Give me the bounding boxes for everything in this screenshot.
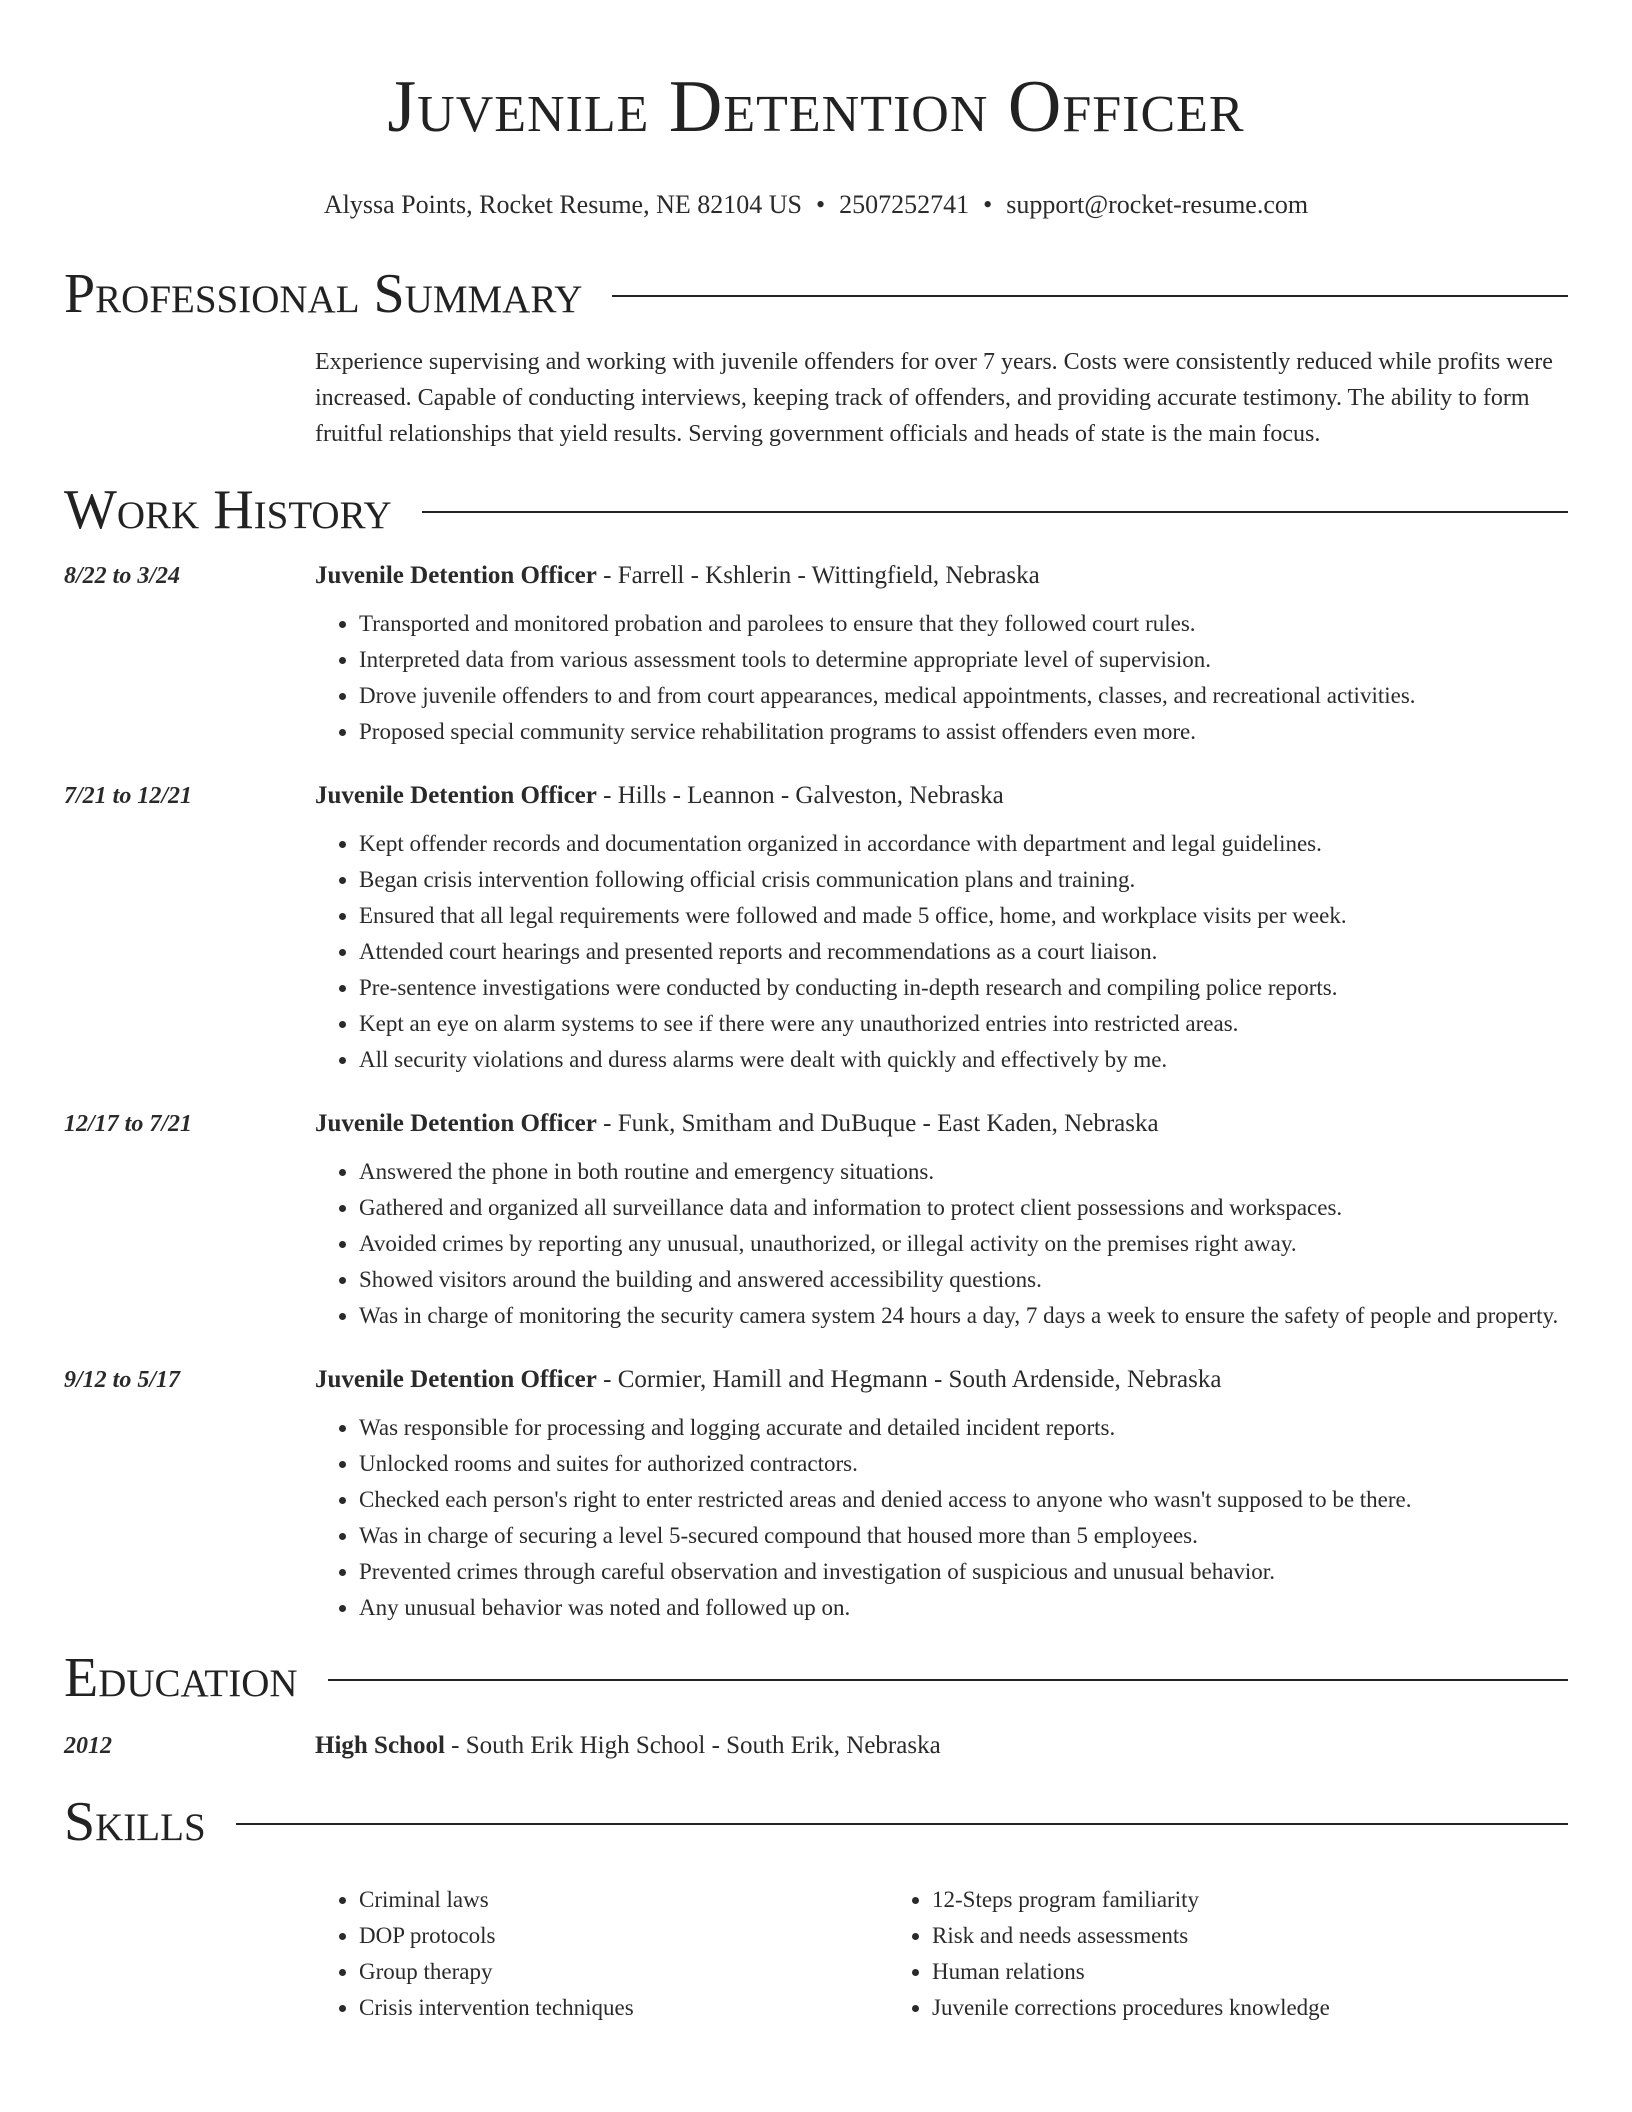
section-divider [612,295,1568,297]
summary-heading [64,262,1568,326]
job-title: Juvenile Detention Officer [315,562,597,589]
job-bullet: • Prevented crimes through careful observation and investigation of suspicious and unusual behavior. [359,1554,1568,1590]
job-bullets [315,606,1568,750]
education-entry [64,1732,1568,1760]
job-bullet: • Showed visitors around the building and answered accessibility questions. [359,1262,1568,1298]
summary-heading-title: Professional Summary [64,263,583,325]
education-degree: High School [315,1732,445,1759]
skills-columns [315,1882,1568,2026]
work-history-heading-title: Work History [64,479,392,541]
job-bullet: • Began crisis intervention following official crisis communication plans and training. [359,862,1568,898]
contact-address: Alyssa Points, Rocket Resume, NE 82104 US [323,190,802,219]
job-bullets [315,826,1568,1078]
contact-email: support@rocket-resume.com [1006,190,1309,219]
skill-item: • Criminal laws [359,1882,888,1918]
education-heading-title: Education [64,1647,298,1709]
skills-list-left [315,1882,888,2026]
job-dates: 12/17 to 7/21 [64,1111,193,1137]
job-employer: - Funk, Smitham and DuBuque - East Kaden, Nebraska [596,1110,1159,1137]
skill-item: • Juvenile corrections procedures knowledge [932,1990,1461,2026]
job-dates: 8/22 to 3/24 [64,563,181,589]
job-header [64,782,1568,810]
job-entry [64,1366,1568,1626]
work-history-heading [64,478,1568,542]
contact-separator: • [983,190,993,219]
job-bullet: • Pre-sentence investigations were conducted by conducting in-depth research and compiling police reports. [359,970,1568,1006]
job-bullet: • Was in charge of monitoring the security camera system 24 hours a day, 7 days a week to ensure the safety of people and property. [359,1298,1568,1334]
job-bullet: • Was responsible for processing and logging accurate and detailed incident reports. [359,1410,1568,1446]
job-bullets [315,1410,1568,1626]
skills-heading [64,1790,1568,1854]
job-bullet: • Ensured that all legal requirements were followed and made 5 office, home, and workplace visits per week. [359,898,1568,934]
education-line [315,1732,941,1760]
summary-text: Experience supervising and working with juvenile offenders for over 7 years. Costs were consistently reduced while profits were increased. Capable of conducting interviews, keeping track of offenders, and providing accurate testimony. The ability to form fruitful relationships that yield results. Serving government officials and heads of state is the main focus. [315,349,1553,447]
job-header [64,1110,1568,1138]
skills-list-right [888,1882,1461,2026]
job-bullet: • All security violations and duress alarms were dealt with quickly and effectively by me. [359,1042,1568,1078]
job-bullet: • Kept offender records and documentation organized in accordance with department and legal guidelines. [359,826,1568,862]
skills-heading-title: Skills [64,1791,206,1853]
job-line [315,562,1040,590]
contact-line [64,190,1568,220]
education-school: - South Erik High School - South Erik, Nebraska [444,1732,941,1759]
skill-item: • 12-Steps program familiarity [932,1882,1461,1918]
job-header [64,1366,1568,1394]
job-line [315,782,1004,810]
job-entry [64,782,1568,1078]
skill-item: • Risk and needs assessments [932,1918,1461,1954]
job-line [315,1366,1221,1394]
job-bullet: • Checked each person's right to enter restricted areas and denied access to anyone who wasn't supposed to be there. [359,1482,1568,1518]
job-bullet: • Interpreted data from various assessment tools to determine appropriate level of supervision. [359,642,1568,678]
job-bullet: • Transported and monitored probation and parolees to ensure that they followed court rules. [359,606,1568,642]
job-bullet: • Drove juvenile offenders to and from court appearances, medical appointments, classes, and recreational activities. [359,678,1568,714]
job-title: Juvenile Detention Officer [315,782,597,809]
job-bullet: • Proposed special community service rehabilitation programs to assist offenders even more. [359,714,1568,750]
skill-item: • DOP protocols [359,1918,888,1954]
job-bullet: • Any unusual behavior was noted and followed up on. [359,1590,1568,1626]
contact-separator: • [815,190,826,219]
job-title: Juvenile Detention Officer [315,1110,597,1137]
job-title: Juvenile Detention Officer [315,1366,597,1393]
job-dates: 7/21 to 12/21 [64,783,193,809]
job-bullet: • Gathered and organized all surveillance data and information to protect client possessions and workspaces. [359,1190,1568,1226]
job-employer: - Farrell - Kshlerin - Wittingfield, Nebraska [596,562,1040,589]
section-divider [422,511,1568,513]
section-divider [236,1823,1568,1825]
job-bullet: • Was in charge of securing a level 5-secured compound that housed more than 5 employees. [359,1518,1568,1554]
job-entry [64,1110,1568,1334]
contact-phone: 2507252741 [839,190,970,219]
skill-item: • Crisis intervention techniques [359,1990,888,2026]
job-bullet: • Avoided crimes by reporting any unusual, unauthorized, or illegal activity on the premises right away. [359,1226,1568,1262]
job-employer: - Hills - Leannon - Galveston, Nebraska [596,782,1004,809]
job-bullet: • Answered the phone in both routine and emergency situations. [359,1154,1568,1190]
job-bullet: • Unlocked rooms and suites for authorized contractors. [359,1446,1568,1482]
job-header [64,562,1568,590]
skill-item: • Group therapy [359,1954,888,1990]
job-bullet: • Attended court hearings and presented reports and recommendations as a court liaison. [359,934,1568,970]
education-heading [64,1646,1568,1710]
section-divider [328,1679,1568,1681]
education-year: 2012 [64,1733,112,1759]
job-dates: 9/12 to 5/17 [64,1367,181,1393]
resume-name: Juvenile Detention Officer [387,66,1245,148]
skill-item: • Human relations [932,1954,1461,1990]
job-employer: - Cormier, Hamill and Hegmann - South Ardenside, Nebraska [596,1366,1222,1393]
job-line [315,1110,1159,1138]
job-bullets [315,1154,1568,1334]
job-bullet: • Kept an eye on alarm systems to see if there were any unauthorized entries into restricted areas. [359,1006,1568,1042]
job-entry [64,562,1568,750]
